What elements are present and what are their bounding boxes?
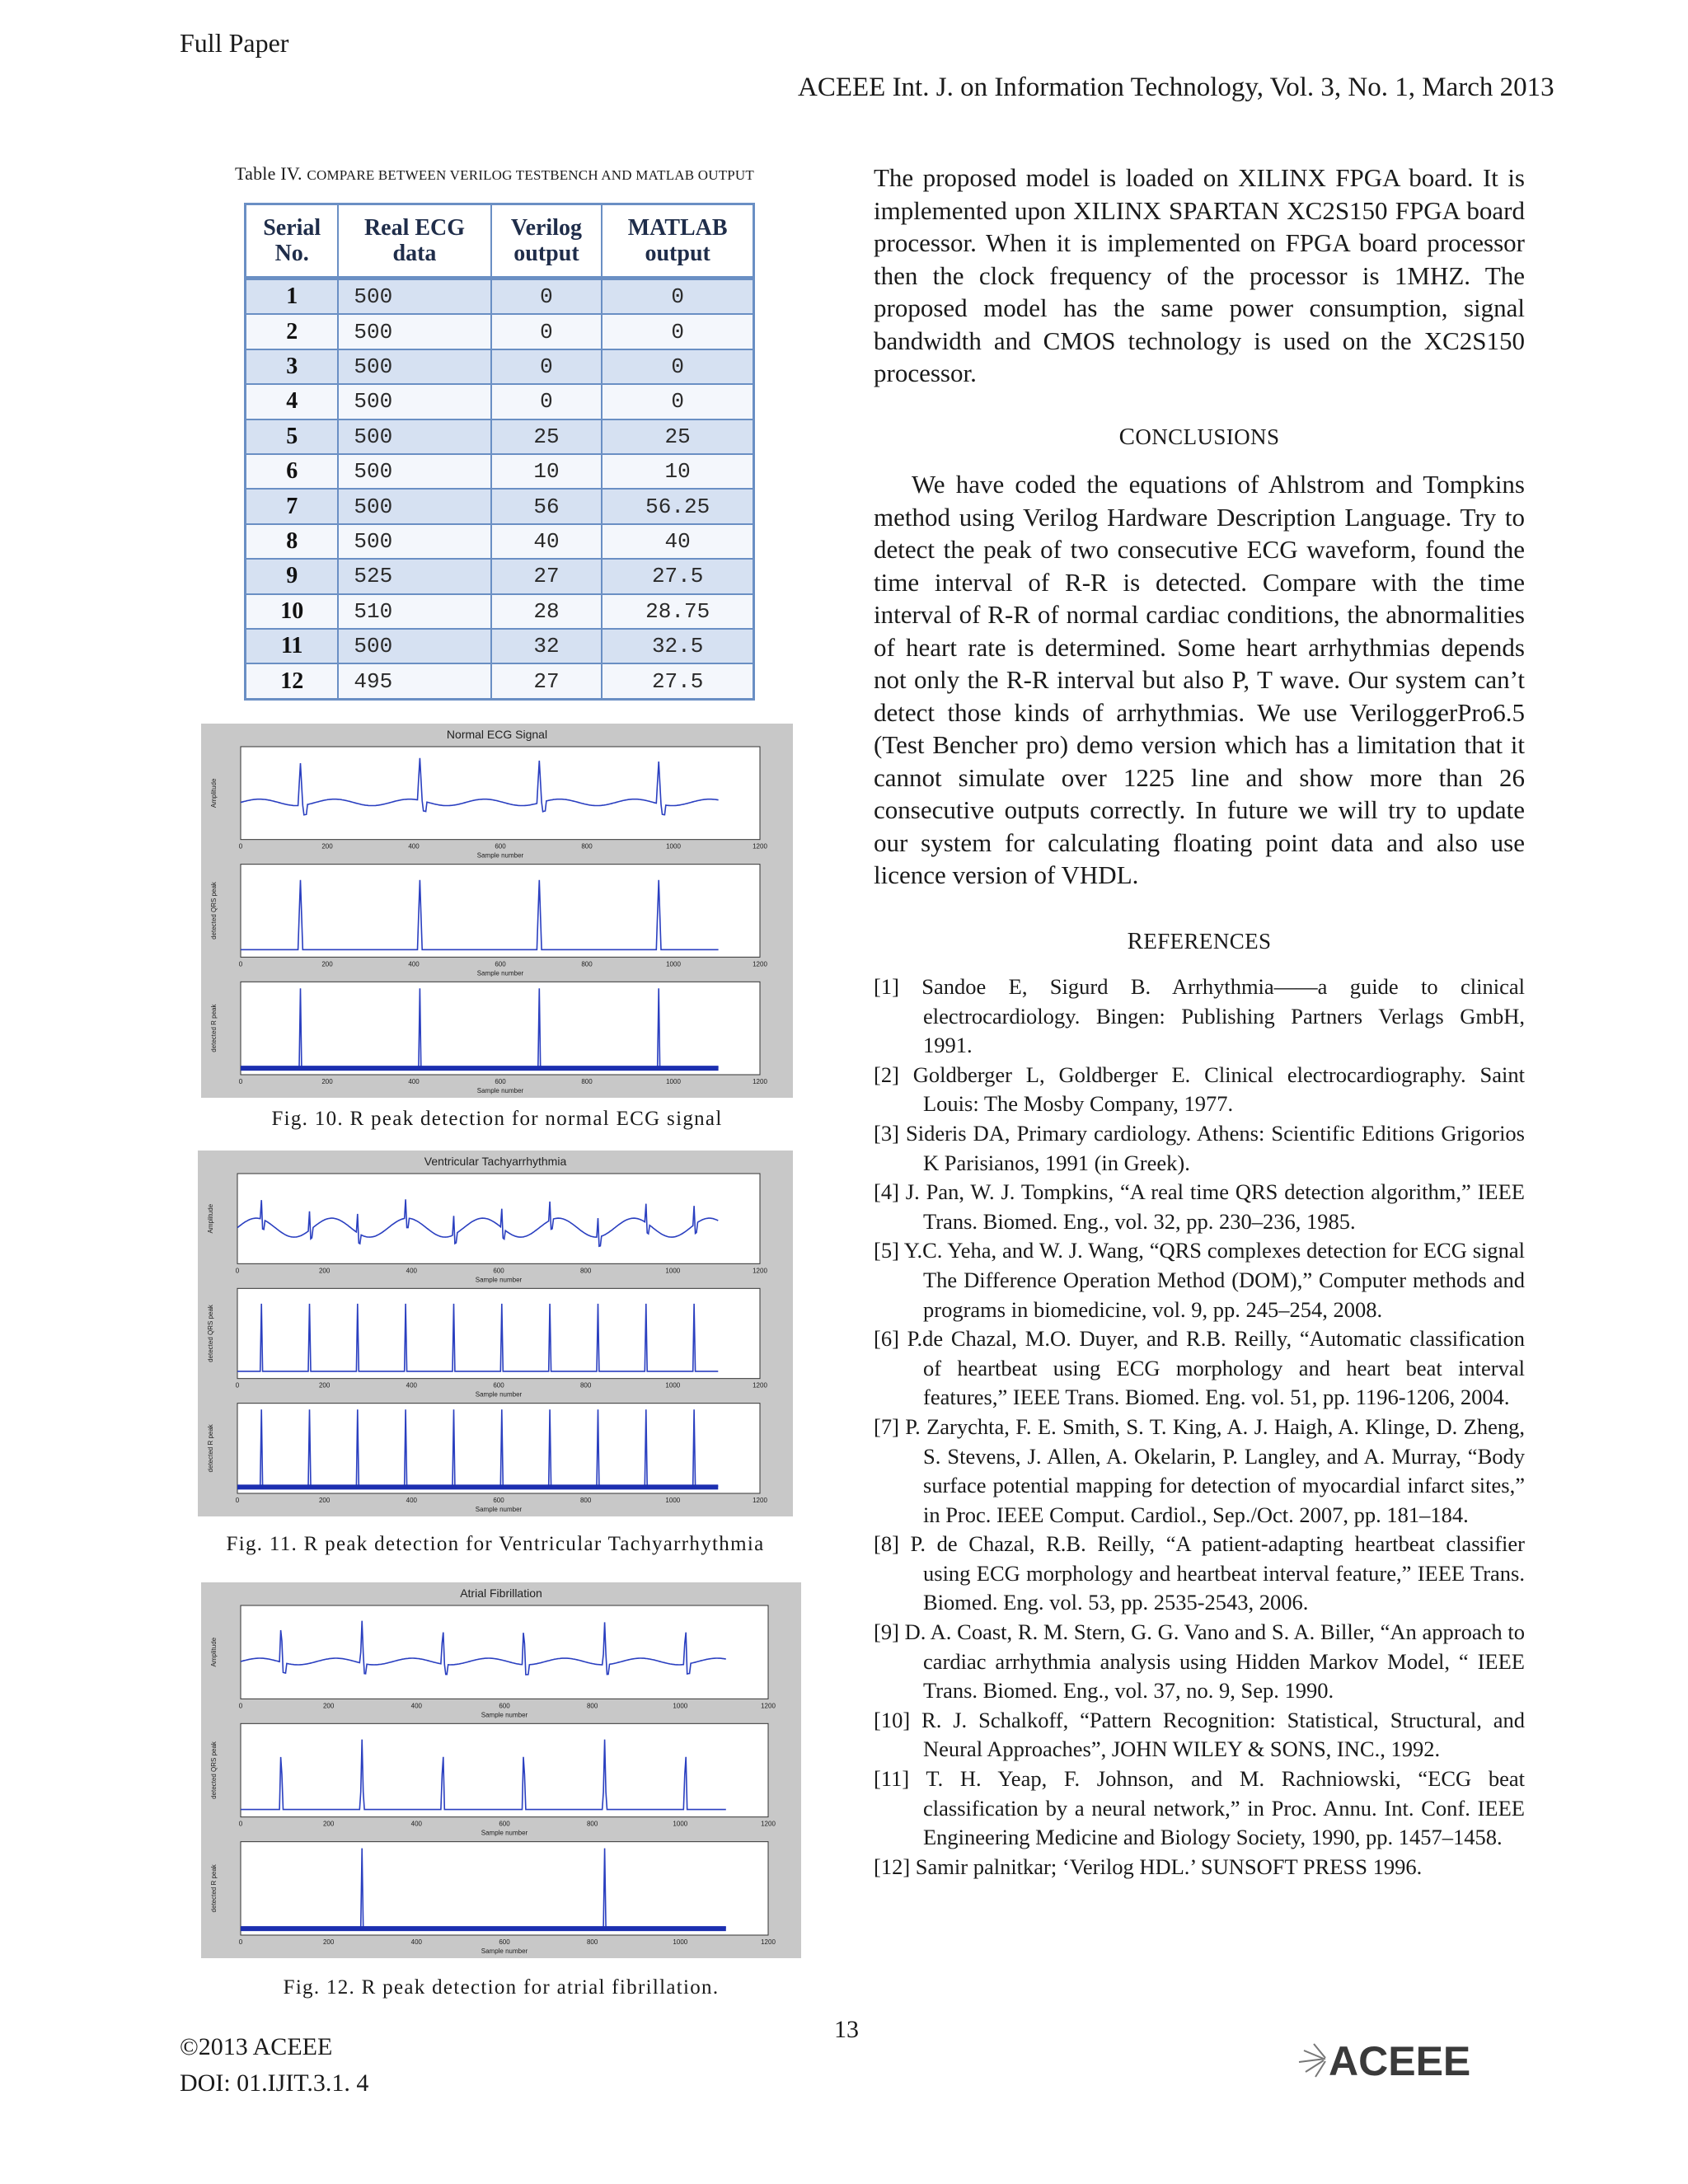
x-tick-label: 600	[499, 1820, 510, 1828]
plot-axes	[241, 747, 760, 840]
cell-real-ecg: 525	[338, 559, 490, 593]
footer-left	[180, 2029, 368, 2102]
reference-item: [5] Y.C. Yeha, and W. J. Wang, “QRS complexes detection for ECG signal The Difference Operation Method (DOM),” Computer methods and programs in biomedicine, vol. 9, pp. 245–254, 2008.	[874, 1238, 1525, 1322]
reference-item: [10] R. J. Schalkoff, “Pattern Recognition: Statistical, Structural, and Neural Approaches”, JOHN WILEY & SONS, INC., 1992.	[874, 1707, 1525, 1762]
cell-real-ecg: 495	[338, 663, 490, 699]
cell-verilog: 0	[491, 384, 603, 419]
table-row	[246, 594, 754, 629]
journal-header: ACEEE Int. J. on Information Technology, Vol. 3, No. 1, March 2013	[798, 73, 1554, 102]
x-tick-label: 1200	[761, 1938, 776, 1946]
cell-real-ecg: 500	[338, 419, 490, 454]
x-tick-label: 200	[318, 1381, 331, 1390]
intro-paragraph: The proposed model is loaded on XILINX FPGA board. It is implemented upon XILINX SPARTAN XC2S150 FPGA board processor. When it is implemented on FPGA board processor then the clock frequency of the processor is 1MHZ. The proposed model has the same power consumption, signal bandwidth and CMOS technology is used on the XC2S150 processor.	[874, 163, 1525, 387]
reference-list	[874, 972, 1525, 1882]
x-axis-label: Sample number	[476, 1087, 524, 1094]
table-header-row	[246, 204, 754, 279]
figure-plot	[201, 724, 793, 1098]
cell-verilog: 27	[491, 559, 603, 593]
x-tick-label: 600	[495, 842, 506, 851]
table-row	[246, 419, 754, 454]
cell-verilog: 0	[491, 279, 603, 315]
x-axis-label: Sample number	[475, 1276, 523, 1284]
plot-axes	[241, 982, 760, 1075]
x-tick-label: 600	[499, 1702, 510, 1710]
cell-verilog: 28	[491, 594, 603, 629]
x-tick-label: 200	[321, 960, 333, 968]
page-number: 13	[834, 2016, 859, 2043]
conclusions-paragraph: We have coded the equations of Ahlstrom and Tompkins method using Verilog Hardware Description Language. Try to detect the peak of two consecutive ECG waveform, found the time interval of R-R is detected. Compare with the time interval of R-R of normal cardiac conditions, the abnormalities of heart rate is determined. Some heart arrhythmias depends not only the R-R interval but also P, T wave. Our system can’t detect those kinds of arrhythmias. We use VeriloggerPro6.5 (Test Bencher pro) demo version which has a limitation that it cannot simulate over 1225 line and show more than 26 consecutive outputs correctly. In future we will try to update our system for calculating floating point data and also use licence version of VHDL.	[874, 470, 1525, 889]
figure-caption-11: Fig. 11. R peak detection for Ventricular Tachyarrhythmia	[226, 1533, 765, 1555]
reference-item: [1] Sandoe E, Sigurd B. Arrhythmia——a guide to clinical electrocardiology. Bingen: Publishing Partners Verlags GmbH, 1991.	[874, 974, 1525, 1058]
x-tick-label: 600	[493, 1497, 504, 1504]
figure-plot	[201, 1582, 801, 1958]
x-tick-label: 1200	[753, 1381, 767, 1390]
x-tick-label: 400	[408, 1078, 420, 1085]
cell-verilog: 27	[491, 663, 603, 699]
x-tick-label: 200	[318, 1497, 331, 1504]
references-heading: REFERENCES	[1127, 928, 1272, 954]
cell-serial: 6	[246, 454, 339, 489]
figure-plot	[198, 1151, 793, 1516]
table-row	[246, 349, 754, 384]
x-tick-label: 0	[238, 1702, 243, 1710]
y-axis-label: Amplitude	[207, 1203, 214, 1234]
aceee-logo	[1292, 2034, 1523, 2083]
x-tick-label: 0	[238, 842, 243, 851]
figure-normal-ecg	[201, 724, 793, 1098]
x-tick-label: 1200	[761, 1820, 776, 1828]
plot-title: Normal ECG Signal	[446, 728, 548, 741]
aceee-logo-mark	[1292, 2034, 1523, 2083]
x-axis-label: Sample number	[476, 851, 524, 860]
x-tick-label: 800	[579, 1381, 592, 1390]
plot-title: Atrial Fibrillation	[460, 1586, 542, 1600]
x-tick-label: 0	[235, 1497, 240, 1504]
cell-matlab: 27.5	[602, 663, 753, 699]
x-tick-label: 200	[322, 1702, 335, 1710]
cell-serial: 5	[246, 419, 339, 454]
x-tick-label: 1200	[753, 1497, 767, 1504]
plot-axes	[241, 1842, 768, 1935]
x-tick-label: 400	[408, 842, 420, 851]
x-tick-label: 800	[586, 1938, 598, 1946]
cell-real-ecg: 510	[338, 594, 490, 629]
cell-matlab: 10	[602, 454, 753, 489]
cell-serial: 11	[246, 629, 339, 663]
x-axis-label: Sample number	[475, 1390, 523, 1399]
x-tick-label: 600	[493, 1267, 504, 1275]
x-tick-label: 600	[493, 1381, 504, 1390]
x-tick-label: 0	[235, 1381, 240, 1390]
plot-axes	[241, 1605, 768, 1699]
x-axis-label: Sample number	[476, 969, 524, 977]
cell-real-ecg: 500	[338, 489, 490, 523]
cell-real-ecg: 500	[338, 524, 490, 559]
cell-real-ecg: 500	[338, 454, 490, 489]
x-tick-label: 600	[499, 1938, 510, 1946]
comparison-table	[244, 203, 755, 701]
figure-atrial-fibrillation	[201, 1582, 801, 1958]
x-tick-label: 1200	[753, 960, 767, 968]
table-row	[246, 384, 754, 419]
table-caption-title: COMPARE BETWEEN VERILOG TESTBENCH AND MATLAB OUTPUT	[307, 167, 754, 183]
x-tick-label: 1200	[753, 1267, 767, 1275]
cell-serial: 9	[246, 559, 339, 593]
table-row	[246, 279, 754, 315]
x-tick-label: 400	[406, 1497, 418, 1504]
cell-serial: 2	[246, 314, 339, 349]
cell-real-ecg: 500	[338, 384, 490, 419]
reference-item: [9] D. A. Coast, R. M. Stern, G. G. Vano and S. A. Biller, “An approach to cardiac arrhythmia analysis using Hidden Markov Model, “ IEEE Trans. Biomed. Eng., vol. 37, no. 9, Sep. 1990.	[874, 1619, 1525, 1704]
cell-serial: 4	[246, 384, 339, 419]
cell-verilog: 56	[491, 489, 603, 523]
cell-serial: 3	[246, 349, 339, 384]
x-tick-label: 1000	[666, 1078, 681, 1085]
cell-verilog: 25	[491, 419, 603, 454]
x-tick-label: 1200	[753, 842, 767, 851]
x-tick-label: 400	[406, 1267, 418, 1275]
x-tick-label: 0	[238, 1078, 243, 1085]
plot-axes	[237, 1288, 760, 1378]
x-tick-label: 1200	[753, 1078, 767, 1085]
x-tick-label: 1000	[673, 1820, 688, 1828]
reference-item: [3] Sideris DA, Primary cardiology. Athens: Scientific Editions Grigorios K Parisianos, 1991 (in Greek).	[874, 1120, 1525, 1175]
y-axis-label: detected R peak	[207, 1424, 214, 1473]
reference-item: [6] P.de Chazal, M.O. Duyer, and R.B. Reilly, “Automatic classification of heartbeat using ECG morphology and heart beat interval features,” IEEE Trans. Biomed. Eng. vol. 51, pp. 1196-1206, 2004.	[874, 1326, 1525, 1410]
x-tick-label: 800	[581, 842, 593, 851]
x-tick-label: 200	[321, 1078, 333, 1085]
svg-text:ACEEE: ACEEE	[1329, 2038, 1471, 2083]
y-axis-label: detected QRS peak	[210, 882, 218, 940]
cell-matlab: 56.25	[602, 489, 753, 523]
table-row	[246, 454, 754, 489]
figure-ventricular-tachyarrhythmia	[198, 1151, 793, 1516]
x-tick-label: 1000	[665, 1267, 681, 1275]
x-tick-label: 800	[586, 1820, 598, 1828]
x-tick-label: 400	[406, 1381, 418, 1390]
cell-verilog: 0	[491, 349, 603, 384]
reference-item: [7] P. Zarychta, F. E. Smith, S. T. King, A. J. Haigh, A. Klinge, D. Zheng, S. Stevens, J. Allen, A. Okelarin, P. Langley, and A. Murray, “Body surface potential mapping for detection of myocardial infarct sites,” in Proc. IEEE Comput. Cardiol., Sep./Oct. 2007, pp. 181–184.	[874, 1413, 1525, 1527]
table-row	[246, 524, 754, 559]
reference-item: [4] J. Pan, W. J. Tompkins, “A real time QRS detection algorithm,” IEEE Trans. Biomed. Eng., vol. 32, pp. 230–236, 1985.	[874, 1179, 1525, 1234]
reference-item: [11] T. H. Yeap, F. Johnson, and M. Rachniowski, “ECG beat classification by a neural network,” in Proc. Annu. Int. Conf. IEEE Engineering Medicine and Biology Society, 1990, pp. 1457–1458.	[874, 1766, 1525, 1850]
figure-caption-12: Fig. 12. R peak detection for atrial fibrillation.	[283, 1976, 720, 1999]
table-caption	[165, 163, 824, 185]
running-header-left: Full Paper	[180, 28, 289, 58]
y-axis-label: detected QRS peak	[207, 1305, 214, 1362]
x-tick-label: 1000	[665, 1497, 681, 1504]
reference-item: [2] Goldberger L, Goldberger E. Clinical electrocardiography. Saint Louis: The Mosby Company, 1977.	[874, 1062, 1525, 1117]
copyright-notice: ©2013 ACEEE	[180, 2033, 333, 2060]
plot-axes	[241, 1723, 768, 1816]
x-tick-label: 400	[410, 1820, 423, 1828]
cell-verilog: 40	[491, 524, 603, 559]
cell-serial: 1	[246, 279, 339, 315]
cell-serial: 7	[246, 489, 339, 523]
y-axis-label: Amplitude	[210, 778, 218, 808]
cell-real-ecg: 500	[338, 314, 490, 349]
y-axis-label: Amplitude	[210, 1637, 218, 1667]
cell-matlab: 0	[602, 279, 753, 315]
x-tick-label: 800	[579, 1267, 592, 1275]
x-tick-label: 400	[410, 1702, 423, 1710]
plot-axes	[241, 865, 760, 958]
x-tick-label: 200	[318, 1267, 331, 1275]
x-tick-label: 0	[235, 1267, 240, 1275]
x-tick-label: 0	[238, 960, 243, 968]
plot-axes	[237, 1174, 760, 1263]
reference-item: [12] Samir palnitkar; ‘Verilog HDL.’ SUNSOFT PRESS 1996.	[874, 1854, 1423, 1879]
table-row	[246, 314, 754, 349]
cell-matlab: 32.5	[602, 629, 753, 663]
header-serial: Serial No.	[246, 204, 339, 279]
x-tick-label: 800	[579, 1497, 592, 1504]
header-verilog: Verilog output	[491, 204, 603, 279]
cell-serial: 8	[246, 524, 339, 559]
header-real-ecg: Real ECG data	[338, 204, 490, 279]
cell-verilog: 10	[491, 454, 603, 489]
conclusions-heading: CONCLUSIONS	[1118, 424, 1280, 450]
doi: DOI: 01.IJIT.3.1. 4	[180, 2069, 369, 2097]
cell-matlab: 27.5	[602, 559, 753, 593]
cell-matlab: 40	[602, 524, 753, 559]
plot-axes	[237, 1404, 760, 1493]
x-tick-label: 1000	[666, 960, 681, 968]
x-tick-label: 800	[581, 960, 593, 968]
cell-serial: 12	[246, 663, 339, 699]
x-tick-label: 600	[495, 960, 506, 968]
x-tick-label: 1200	[761, 1702, 776, 1710]
x-axis-label: Sample number	[481, 1711, 528, 1719]
table-row	[246, 663, 754, 699]
header-matlab: MATLAB output	[602, 204, 753, 279]
cell-matlab: 0	[602, 349, 753, 384]
table-caption-prefix: Table IV.	[235, 163, 307, 184]
y-axis-label: detected R peak	[210, 1004, 218, 1052]
table-row	[246, 629, 754, 663]
cell-matlab: 28.75	[602, 594, 753, 629]
x-tick-label: 0	[238, 1938, 243, 1946]
table-row	[246, 559, 754, 593]
x-tick-label: 1000	[673, 1938, 688, 1946]
cell-real-ecg: 500	[338, 279, 490, 315]
table-row	[246, 489, 754, 523]
x-tick-label: 0	[238, 1820, 243, 1828]
plot-title: Ventricular Tachyarrhythmia	[424, 1155, 567, 1168]
x-tick-label: 200	[321, 842, 333, 851]
x-tick-label: 800	[581, 1078, 593, 1085]
x-tick-label: 200	[322, 1938, 335, 1946]
x-tick-label: 200	[322, 1820, 335, 1828]
cell-verilog: 32	[491, 629, 603, 663]
x-axis-label: Sample number	[481, 1947, 528, 1955]
x-tick-label: 1000	[665, 1381, 681, 1390]
y-axis-label: detected R peak	[210, 1864, 218, 1913]
y-axis-label: detected QRS peak	[210, 1741, 218, 1799]
figure-caption-10: Fig. 10. R peak detection for normal ECG signal	[271, 1108, 723, 1130]
x-axis-label: Sample number	[481, 1829, 528, 1837]
cell-matlab: 0	[602, 314, 753, 349]
x-axis-label: Sample number	[475, 1506, 523, 1513]
x-tick-label: 400	[410, 1938, 423, 1946]
cell-serial: 10	[246, 594, 339, 629]
x-tick-label: 1000	[666, 842, 681, 851]
x-tick-label: 800	[586, 1702, 598, 1710]
cell-matlab: 0	[602, 384, 753, 419]
cell-verilog: 0	[491, 314, 603, 349]
reference-item: [8] P. de Chazal, R.B. Reilly, “A patient-adapting heartbeat classifier using ECG morphology and heartbeat interval feature,” IEEE Trans. Biomed. Eng. vol. 53, pp. 2535-2543, 2006.	[874, 1531, 1525, 1615]
cell-matlab: 25	[602, 419, 753, 454]
x-tick-label: 400	[408, 960, 420, 968]
cell-real-ecg: 500	[338, 349, 490, 384]
x-tick-label: 600	[495, 1078, 506, 1085]
cell-real-ecg: 500	[338, 629, 490, 663]
x-tick-label: 1000	[673, 1702, 688, 1710]
